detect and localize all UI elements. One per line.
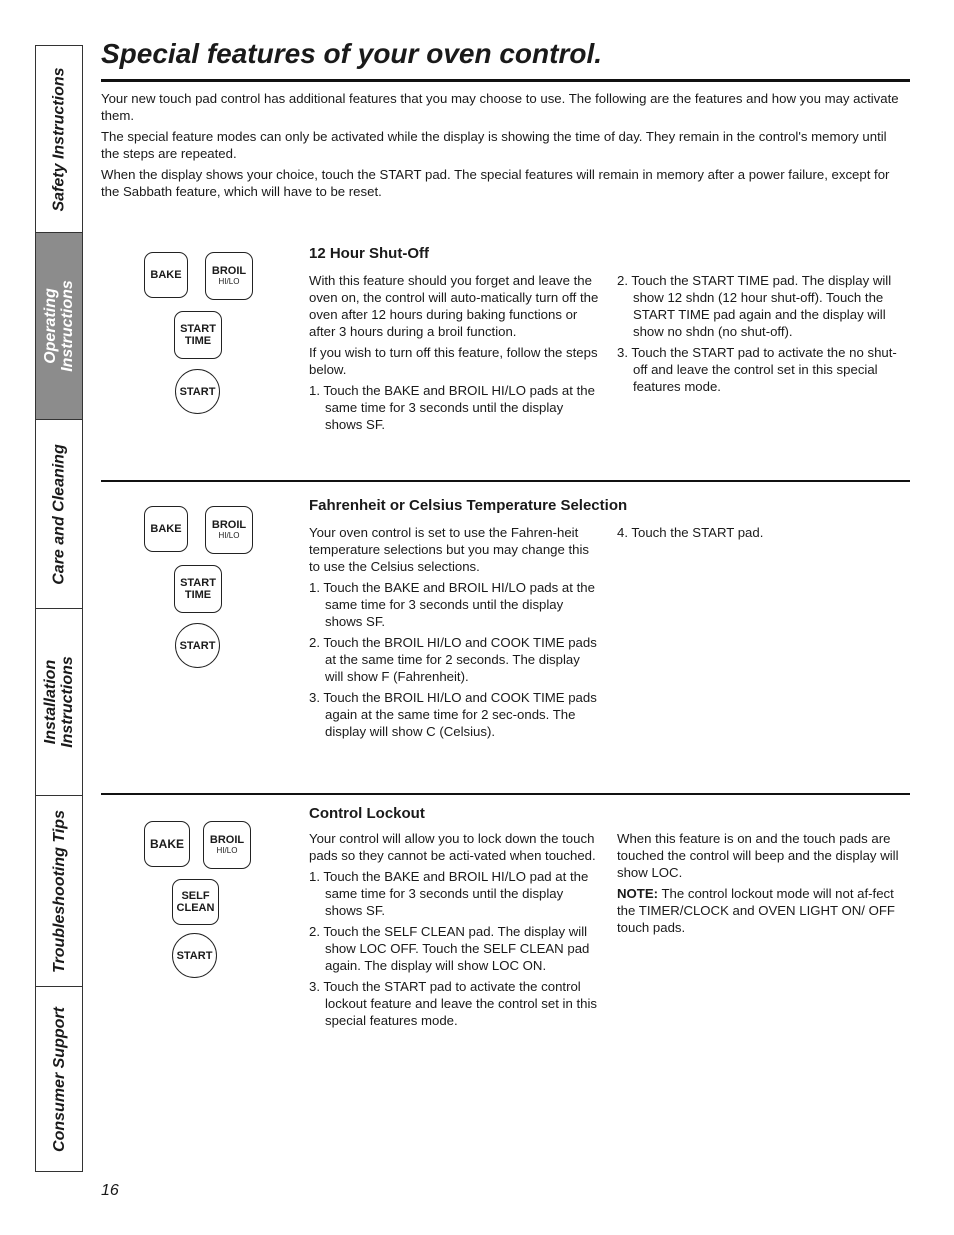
intro-paragraph: The special feature modes can only be activated while the display is showing the time of day. They remain in the control's memory until the steps are repeated. [101,129,887,161]
section-title-control-lockout: Control Lockout [309,805,425,822]
paragraph: If you wish to turn off this feature, follow the steps below. [309,345,598,377]
page-number: 16 [101,1182,119,1199]
tab-consumer-support[interactable] [36,987,82,1171]
section-3-right-text [617,830,910,940]
start-time-pad-icon: START TIME [174,565,222,613]
tab-troubleshooting-tips[interactable] [36,796,82,987]
step: 4. Touch the START pad. [617,525,764,540]
step: 1. Touch the BAKE and BROIL HI/LO pad at the same time for 3 seconds until the display shows SF. [309,869,589,918]
step: 3. Touch the START pad to activate the control lockout feature and leave the control set in this special features mode. [309,979,597,1028]
bake-pad-icon: BAKE [144,821,190,867]
start-pad-icon: START [175,623,220,668]
tab-installation-instructions[interactable] [36,609,82,796]
tab-label: Safety Instructions [50,66,68,212]
tab-care-and-cleaning[interactable] [36,420,82,609]
step: 2. Touch the START TIME pad. The display will show 12 shdn (12 hour shut-off). Touch the START TIME pad again and the display will show no shdn (no shut-off). [617,273,892,339]
self-clean-pad-icon: SELF CLEAN [172,879,219,925]
section-divider [101,793,910,795]
step: 2. Touch the SELF CLEAN pad. The display will show LOC OFF. Touch the SELF CLEAN pad again. The display will show LOC ON. [309,924,590,973]
section-title-temperature-selection: Fahrenheit or Celsius Temperature Selection [309,497,628,514]
tab-label: Consumer Support [50,1006,68,1152]
tab-label: Operating Instructions [42,280,76,372]
step: 2. Touch the BROIL HI/LO and COOK TIME pads at the same time for 2 seconds. The display will show F (Fahrenheit). [309,635,597,684]
section-divider [101,480,910,482]
start-time-pad-icon: START TIME [174,311,222,359]
tab-safety-instructions[interactable] [36,46,82,233]
paragraph: Your oven control is set to use the Fahren-heit temperature selections but you may change this to use the Celsius selections. [309,525,590,574]
start-pad-icon: START [172,933,217,978]
bake-pad-icon: BAKE [144,252,188,298]
tab-label: Installation Instructions [42,656,76,748]
step: 1. Touch the BAKE and BROIL HI/LO pads at the same time for 3 seconds until the display shows SF. [309,580,595,629]
section-2-left-text [309,524,599,744]
intro-paragraph: When the display shows your choice, touch the START pad. The special features will remain in memory after a power failure, except for the Sabbath feature, which will have to be reset. [101,167,890,199]
paragraph: When this feature is on and the touch pads are touched the control will beep and the display will show LOC. [617,831,899,880]
broil-hilo-pad-icon: BROIL HI/LO [203,821,251,869]
start-pad-icon: START [175,369,220,414]
intro-paragraph: Your new touch pad control has additional features that you may choose to use. The following are the features and how you may activate them. [101,91,899,123]
section-title-12-hour-shutoff: 12 Hour Shut-Off [309,245,429,262]
intro-text [101,90,901,204]
section-3-left-text [309,830,599,1033]
bake-pad-icon: BAKE [144,506,188,552]
broil-hilo-pad-icon: BROIL HI/LO [205,506,253,554]
section-sidebar [35,45,83,1172]
section-2-right-text [617,524,910,545]
paragraph: With this feature should you forget and leave the oven on, the control will auto-matically turn off the oven after 12 hours during baking functions or after 3 hours during a broil function. [309,273,599,339]
tab-label: Troubleshooting Tips [50,809,68,973]
page-title: Special features of your oven control. [101,38,603,69]
step: 1. Touch the BAKE and BROIL HI/LO pads at the same time for 3 seconds until the display shows SF. [309,383,595,432]
note-label: NOTE: [617,886,659,901]
section-1-left-text [309,272,599,437]
step: 3. Touch the START pad to activate the no shut-off and leave the control set in this special features mode. [617,345,897,394]
tab-label: Care and Cleaning [50,443,68,585]
tab-operating-instructions[interactable] [36,233,82,420]
title-rule [101,79,910,82]
note-paragraph [617,885,910,936]
section-1-right-text [617,272,910,399]
note-text: The control lockout mode will not af-fect the TIMER/CLOCK and OVEN LIGHT ON/ OFF touch pads. [617,886,895,935]
paragraph: Your control will allow you to lock down the touch pads so they cannot be acti-vated when touched. [309,831,596,863]
broil-hilo-pad-icon: BROIL HI/LO [205,252,253,300]
step: 3. Touch the BROIL HI/LO and COOK TIME pads again at the same time for 2 sec-onds. The display will show C (Celsius). [309,690,597,739]
